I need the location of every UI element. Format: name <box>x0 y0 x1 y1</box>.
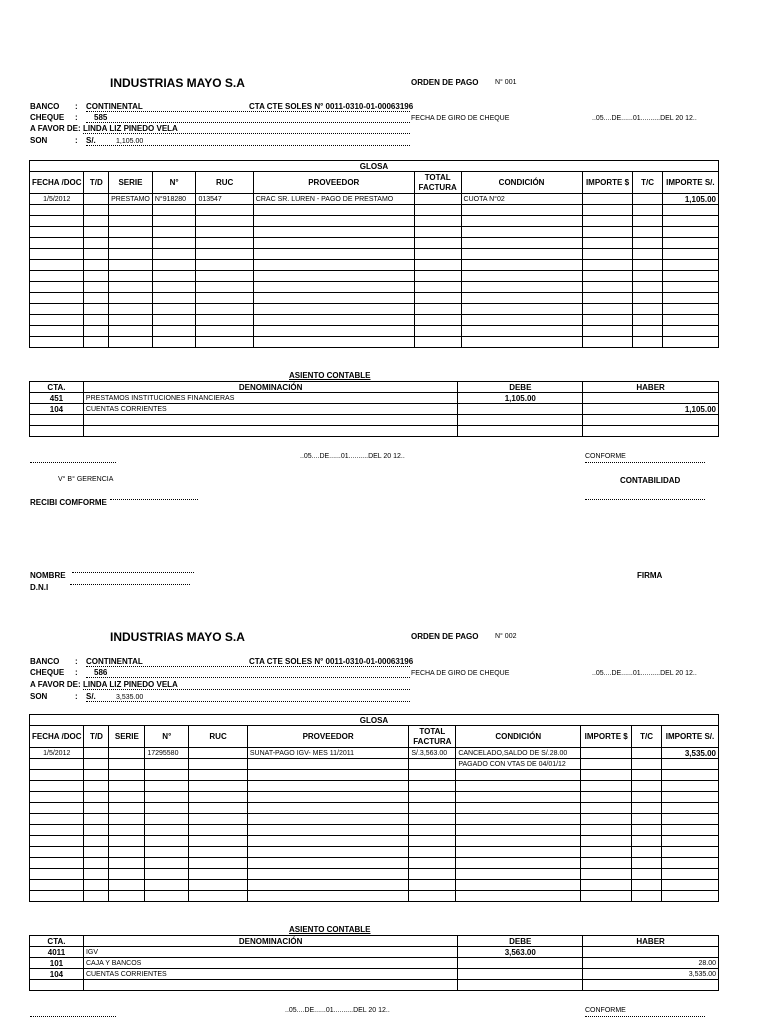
cell-total: S/.3,563.00 <box>409 748 456 759</box>
cta-value: CTA CTE SOLES N° 0011-0310-01-00063196 <box>249 102 414 111</box>
fecha-giro-value: ..05....DE......01..........DEL 20 12.. <box>592 670 697 677</box>
banco-value: CONTINENTAL <box>86 657 410 667</box>
cell-condicion: PAGADO CON VTAS DE 04/01/12 <box>456 759 581 770</box>
company-name: INDUSTRIAS MAYO S.A <box>110 630 245 644</box>
cell-debe <box>458 958 583 969</box>
cell-ruc: 013547 <box>196 194 253 205</box>
asiento-col-denominacion: DENOMINACIÓN <box>83 936 457 947</box>
cell-cta: 4011 <box>30 947 84 958</box>
table-row <box>30 759 719 770</box>
cell-denominacion: CUENTAS CORRIENTES <box>83 404 457 415</box>
firma-label: FIRMA <box>637 571 663 580</box>
vb-gerencia: V° B° GERENCIA <box>58 476 114 483</box>
cell-haber: 1,105.00 <box>583 404 719 415</box>
cell-debe <box>458 404 583 415</box>
cell-importe-usd <box>581 759 632 770</box>
favor-label: A FAVOR DE: <box>30 680 81 689</box>
col-total-factura: TOTAL FACTURA <box>409 726 456 748</box>
col-fecha: FECHA /DOC <box>30 172 84 194</box>
asiento-col-debe: DEBE <box>458 382 583 393</box>
conforme-label: CONFORME <box>585 1007 626 1014</box>
recibi-label: RECIBI COMFORME <box>30 498 107 507</box>
asiento-col-cta: CTA. <box>30 382 84 393</box>
col-condicion: CONDICIÓN <box>461 172 582 194</box>
table-row <box>30 969 719 980</box>
col-proveedor: PROVEEDOR <box>247 726 408 748</box>
cell-ruc <box>189 759 248 770</box>
cell-td <box>84 759 109 770</box>
col-importe-soles: IMPORTE S/. <box>662 172 718 194</box>
col-td: T/D <box>84 726 109 748</box>
son-label: SON <box>30 692 48 701</box>
son-label: SON <box>30 136 48 145</box>
dni-line <box>70 584 190 585</box>
cheque-label: CHEQUE <box>30 113 65 122</box>
cell-condicion: CANCELADO,SALDO DE S/.28.00 <box>456 748 581 759</box>
col-proveedor: PROVEEDOR <box>253 172 414 194</box>
cell-debe <box>458 969 583 980</box>
signature-line <box>110 499 198 500</box>
cell-denominacion: CAJA Y BANCOS <box>83 958 457 969</box>
col-tc: T/C <box>632 726 662 748</box>
favor-label: A FAVOR DE: <box>30 124 81 133</box>
signature-line <box>30 462 116 463</box>
table-row <box>30 393 719 404</box>
col-condicion: CONDICIÓN <box>456 726 581 748</box>
contabilidad-label: CONTABILIDAD <box>620 476 681 485</box>
cell-numero: N°918280 <box>152 194 196 205</box>
cell-proveedor: SUNAT-PAGO IGV- MES 11/2011 <box>247 748 408 759</box>
glosa-table <box>29 714 719 902</box>
cheque-value: 585 <box>86 113 410 123</box>
col-ruc: RUC <box>189 726 248 748</box>
cell-tc <box>633 194 662 205</box>
cell-cta: 104 <box>30 969 84 980</box>
nombre-line <box>72 572 194 573</box>
cheque-label: CHEQUE <box>30 668 65 677</box>
cell-total <box>414 194 461 205</box>
cell-numero: 17295580 <box>145 748 189 759</box>
cell-debe: 3,563.00 <box>458 947 583 958</box>
cell-total <box>409 759 456 770</box>
cell-haber: 28.00 <box>583 958 719 969</box>
asiento-table <box>29 935 719 991</box>
cell-importe-soles: 1,105.00 <box>662 194 718 205</box>
conforme-label: CONFORME <box>585 453 626 460</box>
cell-proveedor <box>247 759 408 770</box>
asiento-title: ASIENTO CONTABLE <box>289 925 371 934</box>
cheque-value: 586 <box>86 668 410 678</box>
col-importe-usd: IMPORTE $ <box>581 726 632 748</box>
asiento-col-cta: CTA. <box>30 936 84 947</box>
col-importe-usd: IMPORTE $ <box>582 172 633 194</box>
col-numero: N° <box>152 172 196 194</box>
cell-serie: PRESTAMO <box>109 194 153 205</box>
asiento-col-haber: HABER <box>583 936 719 947</box>
cell-numero <box>145 759 189 770</box>
cell-tc <box>632 748 662 759</box>
cell-debe: 1,105.00 <box>458 393 583 404</box>
table-row <box>30 947 719 958</box>
table-row <box>30 404 719 415</box>
signature-line <box>585 462 705 463</box>
cell-denominacion: CUENTAS CORRIENTES <box>83 969 457 980</box>
cell-importe-usd <box>581 748 632 759</box>
asiento-title: ASIENTO CONTABLE <box>289 371 371 380</box>
table-row <box>30 194 719 205</box>
table-row <box>30 748 719 759</box>
cell-fecha <box>30 759 84 770</box>
orden-label: ORDEN DE PAGO <box>411 78 479 87</box>
orden-label: ORDEN DE PAGO <box>411 632 479 641</box>
dni-label: D.N.I <box>30 583 49 592</box>
orden-number: N° 002 <box>495 633 517 640</box>
cell-ruc <box>189 748 248 759</box>
cell-cta: 104 <box>30 404 84 415</box>
son-currency: S/. <box>86 692 410 702</box>
glosa-table <box>29 160 719 348</box>
cell-proveedor: CRAC SR. LUREN - PAGO DE PRESTAMO <box>253 194 414 205</box>
son-amount: 1,105.00 <box>116 138 144 145</box>
banco-label: BANCO <box>30 102 60 111</box>
favor-value: LINDA LIZ PINEDO VELA <box>83 124 410 134</box>
cell-serie <box>109 748 145 759</box>
orden-number: N° 001 <box>495 79 517 86</box>
company-name: INDUSTRIAS MAYO S.A <box>110 76 245 90</box>
col-numero: N° <box>145 726 189 748</box>
col-ruc: RUC <box>196 172 253 194</box>
col-tc: T/C <box>633 172 662 194</box>
cell-importe-soles: 3,535.00 <box>662 748 719 759</box>
banco-label: BANCO <box>30 657 60 666</box>
cell-fecha: 1/5/2012 <box>30 748 84 759</box>
cell-importe-usd <box>582 194 633 205</box>
banco-value: CONTINENTAL <box>86 102 410 112</box>
glosa-header: GLOSA <box>30 715 719 726</box>
fecha-giro-label: FECHA DE GIRO DE CHEQUE <box>411 670 510 677</box>
nombre-label: NOMBRE <box>30 571 66 580</box>
asiento-col-debe: DEBE <box>458 936 583 947</box>
cell-condicion: CUOTA N°02 <box>461 194 582 205</box>
signature-line <box>30 1016 116 1017</box>
cell-haber <box>583 393 719 404</box>
cta-value: CTA CTE SOLES N° 0011-0310-01-00063196 <box>249 657 414 666</box>
cell-haber: 3,535.00 <box>583 969 719 980</box>
glosa-header: GLOSA <box>30 161 719 172</box>
cell-haber <box>583 947 719 958</box>
col-fecha: FECHA /DOC <box>30 726 84 748</box>
col-total-factura: TOTAL FACTURA <box>414 172 461 194</box>
col-serie: SERIE <box>109 726 145 748</box>
table-row <box>30 958 719 969</box>
asiento-table <box>29 381 719 437</box>
cell-cta: 101 <box>30 958 84 969</box>
cell-fecha: 1/5/2012 <box>30 194 84 205</box>
asiento-col-haber: HABER <box>583 382 719 393</box>
col-td: T/D <box>84 172 109 194</box>
son-currency: S/. <box>86 136 410 146</box>
signature-line <box>585 499 705 500</box>
cell-tc <box>632 759 662 770</box>
fecha-giro-label: FECHA DE GIRO DE CHEQUE <box>411 115 510 122</box>
signature-date: ..05....DE......01..........DEL 20 12.. <box>300 453 405 460</box>
cell-denominacion: IGV <box>83 947 457 958</box>
signature-date: ..05....DE......01..........DEL 20 12.. <box>285 1007 390 1014</box>
col-importe-soles: IMPORTE S/. <box>662 726 719 748</box>
cell-serie <box>109 759 145 770</box>
cell-td <box>84 194 109 205</box>
cell-cta: 451 <box>30 393 84 404</box>
favor-value: LINDA LIZ PINEDO VELA <box>83 680 410 690</box>
son-amount: 3,535.00 <box>116 694 144 701</box>
cell-denominacion: PRESTAMOS INSTITUCIONES FINANCIERAS <box>83 393 457 404</box>
col-serie: SERIE <box>109 172 153 194</box>
signature-line <box>585 1016 705 1017</box>
cell-importe-soles <box>662 759 719 770</box>
cell-td <box>84 748 109 759</box>
asiento-col-denominacion: DENOMINACIÓN <box>83 382 457 393</box>
fecha-giro-value: ..05....DE......01..........DEL 20 12.. <box>592 115 697 122</box>
